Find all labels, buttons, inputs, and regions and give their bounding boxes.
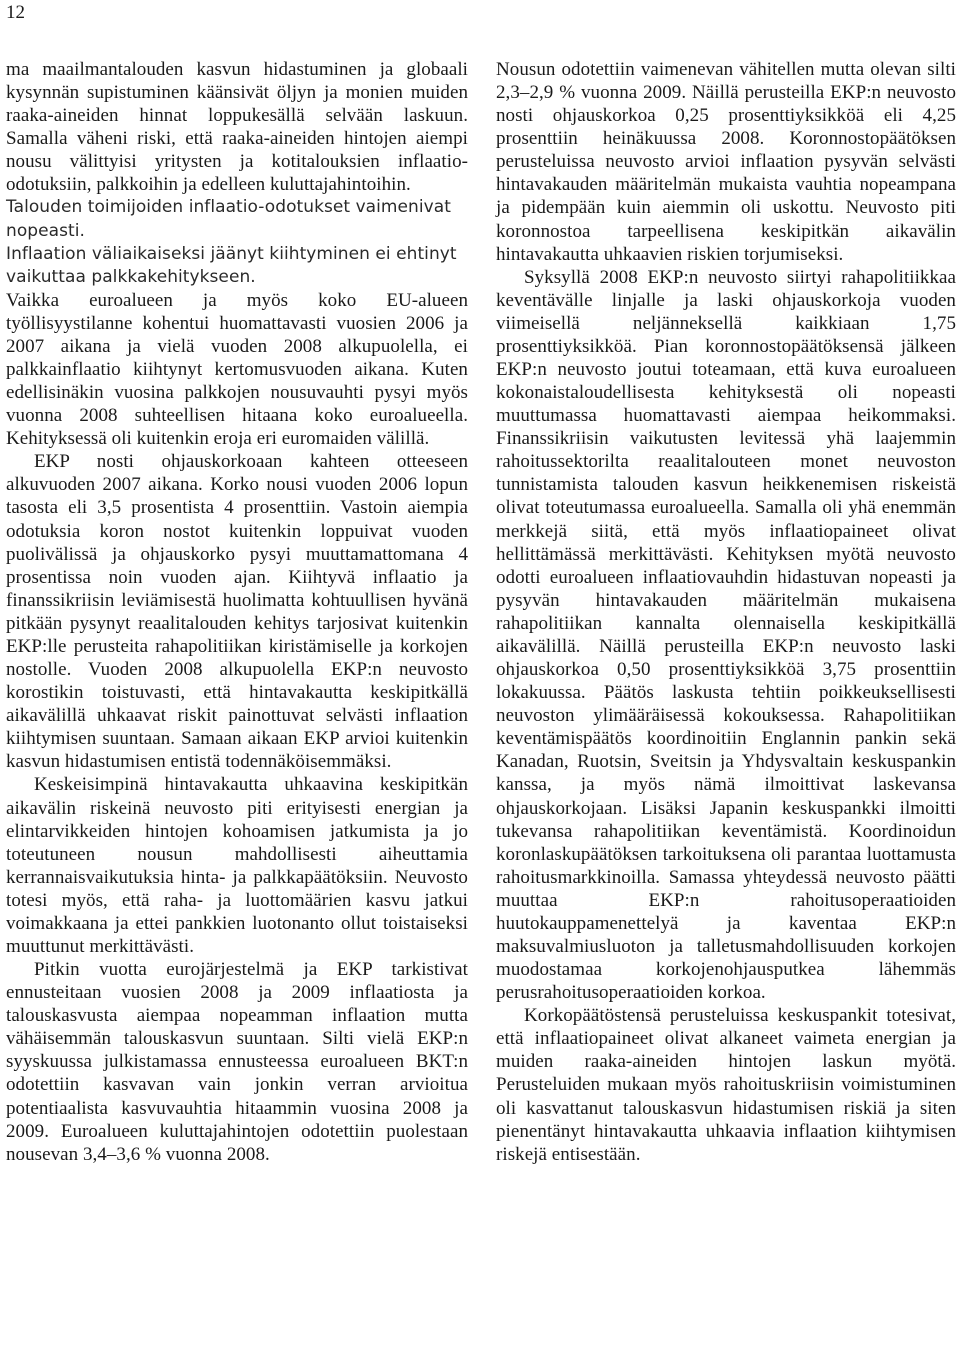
left-column	[6, 58, 468, 1166]
paragraph: Korkopäätöstensä perusteluissa keskuspankit totesivat, että inflaatiopaineet olivat alkaneet vaimeta energian ja muiden raaka-aineiden hintojen laskun myötä. Perusteluiden mukaan myös rahoituskriisin voimistuminen oli kasvattanut talouskasvun hidastumisen riskiä ja siten pienentänyt hintavakautta uhkaavia inflaation kiihtymisen riskejä entisestään.	[496, 1005, 956, 1165]
paragraph: Pitkin vuotta eurojärjestelmä ja EKP tarkistivat ennusteitaan vuosien 2008 ja 2009 inflaatiosta ja talouskasvusta aiempaa nopeamman inflaation mutta vähäisemmän talouskasvun suuntaan. Silti vielä EKP:n syyskuussa julkistamassa ennusteessa euroalueen BKT:n odotettiin kasvavan vain jonkin verran arvioitua potentiaalista kasvuvauhtia hitaammin vuosina 2008 ja 2009. Euroalueen kuluttajahintojen odotettiin puolestaan nousevan 3,4–3,6 % vuonna 2008.	[6, 959, 468, 1165]
paragraph: EKP nosti ohjauskorkoaan kahteen otteeseen alkuvuoden 2007 aikana. Korko nousi vuoden 2006 lopun tasosta eli 3,5 prosentista 4 prosenttiin. Vastoin aiempia odotuksia koron nostot kuitenkin loppuivat vuoden puolivälissä ja ohjauskorko pysyi muuttamattomana 4 prosentissa noin vuoden ajan. Kiihtyvä inflaatio ja finanssikriisin leviämisestä huolimatta kohtuullisen hyvänä pitkään pysynyt reaalitalouden kehitys tarjosivat kuitenkin EKP:lle perusteita rahapolitiikan kiristämiselle ja korkojen nostolle. Vuoden 2008 alkupuolella EKP:n neuvosto korostikin toistuvasti, että hintavakautta keskipitkällä aikavälillä uhkaavat riskit painottuvat selvästi inflaation kiihtymisen suuntaan. Samaan aikaan EKP arvioi kuitenkin kasvun hidastumisen entistä todennäköisemmäksi.	[6, 451, 468, 773]
paragraph: Nousun odotettiin vaimenevan vähitellen mutta olevan silti 2,3–2,9 % vuonna 2009. Näillä perusteilla EKP:n neuvosto nosti ohjauskorkoa 0,25 prosenttiyksikköä eli 4,25 prosenttiin heinäkuussa 2008. Koronnostopäätöksen perusteluissa neuvosto arvioi inflaation pysyvän selvästi hintavakauden määritelmän mukaista vauhtia nopeampana ja pidempään kuin aiemmin oli uskottu. Neuvosto piti koronnostoa tarpeellisena keskipitkän aikavälin hintavakautta uhkaavien riskien torjumiseksi.	[496, 59, 956, 265]
margin-note: Inflaation väliaikaiseksi jäänyt kiihtyminen ei ehtinyt vaikuttaa palkkakehitykseen.	[6, 243, 457, 287]
paragraph: ma maailmantalouden kasvun hidastuminen ja globaali kysynnän supistuminen käänsivät öljyn ja monien muiden raaka-aineiden hinnat loppukesällä selvään laskuun. Samalla väheni riski, että raaka-aineiden hintojen aiempi nousu välittyisi yritysten ja kotitalouksien inflaatio-odotuksiin, palkkoihin ja edelleen kuluttajahintoihin.	[6, 59, 468, 196]
margin-note: Talouden toimijoiden inflaatio-odotukset vaimenivat nopeasti.	[6, 197, 451, 241]
paragraph: Syksyllä 2008 EKP:n neuvosto siirtyi rahapolitiikkaa keventävälle linjalle ja laski ohjauskorkoja vuoden viimeisellä neljänneksellä kaikkiaan 1,75 prosenttiyksikköä. Pian koronnostopäätöksensä jälkeen EKP:n neuvosto joutui toteamaan, että kuva euroalueen kokonaistaloudellisesta kehityksestä oli nopeasti muuttumassa huomattavasti aiempaa heikommaksi. Finanssikriisin vaikutusten levitessä yhä laajemmin rahoitussektorilta reaalitalouteen monet neuvoston tunnistamista talouden kasvun heikkenemisen riskeistä olivat toteutumassa euroalueella. Samalla oli yhä enemmän merkkejä siitä, että myös inflaatiopaineet olivat hellittämässä merkittävästi. Kehityksen myötä neuvosto odotti euroalueen inflaatiovauhdin hidastuvan nopeasti ja pysyvän hintavakauden määritelmän mukaisena rahapolitiikan kannalta olennaisella keskipitkällä aikavälillä. Näillä perusteilla EKP:n neuvosto laski ohjauskorkoa 0,50 prosenttiyksikköä 3,75 prosenttiin lokakuussa. Päätös laskusta tehtiin poikkeuksellisesti neuvoston ylimääräisessä kokouksessa. Rahapolitiikan keventämispäätös koordinoitiin Englannin pankin sekä Kanadan, Ruotsin, Sveitsin ja Yhdysvaltain keskuspankin kanssa, ja myös nämä ilmoittivat laskevansa ohjauskorkojaan. Lisäksi Japanin keskuspankki ilmoitti tukevansa rahapolitiikan keventämistä. Koordinoidun koronlaskupäätöksen tarkoituksena oli parantaa luottamusta rahoitusmarkkinoilla. Samassa yhteydessä neuvosto päätti muuttaa EKP:n rahoitusoperaatioiden huutokauppamenettelyä ja kaventaa EKP:n maksuvalmiusluoton ja talletusmahdollisuuden korkojen muodostamaa korkojenohjausputkea lähemmäs perusrahoitusoperaatioiden korkoa.	[496, 266, 956, 1004]
page-number: 12	[6, 2, 25, 23]
paragraph: Keskeisimpinä hintavakautta uhkaavina keskipitkän aikavälin riskeinä neuvosto piti erityisesti energian ja elintarvikkeiden hintojen kohoamisen jatkumista ja jo toteutuneen nousun mahdollisesti aiheuttamia kerrannaisvaikutuksia hinta- ja palkkapäätöksiin. Neuvosto totesi myös, että raha- ja luottomäärien kasvu jatkui voimakkaana ja ettei pankkien luotonanto ollut toistaiseksi muuttunut merkittävästi.	[6, 774, 468, 957]
paragraph: Vaikka euroalueen ja myös koko EU-alueen työllisyystilanne kohentui huomattavasti vuosien 2006 ja 2007 aikana ja vielä vuoden 2008 alkupuolella, ei palkkainflaatio kiihtynyt kertomusvuoden aikana. Kuten edellisinäkin vuosina palkkojen nousuvauhti pysyi myös vuonna 2008 suhteellisen hitaana koko euroalueella. Kehityksessä oli kuitenkin eroja eri euromaiden välillä.	[6, 289, 468, 450]
right-column	[496, 58, 956, 1166]
